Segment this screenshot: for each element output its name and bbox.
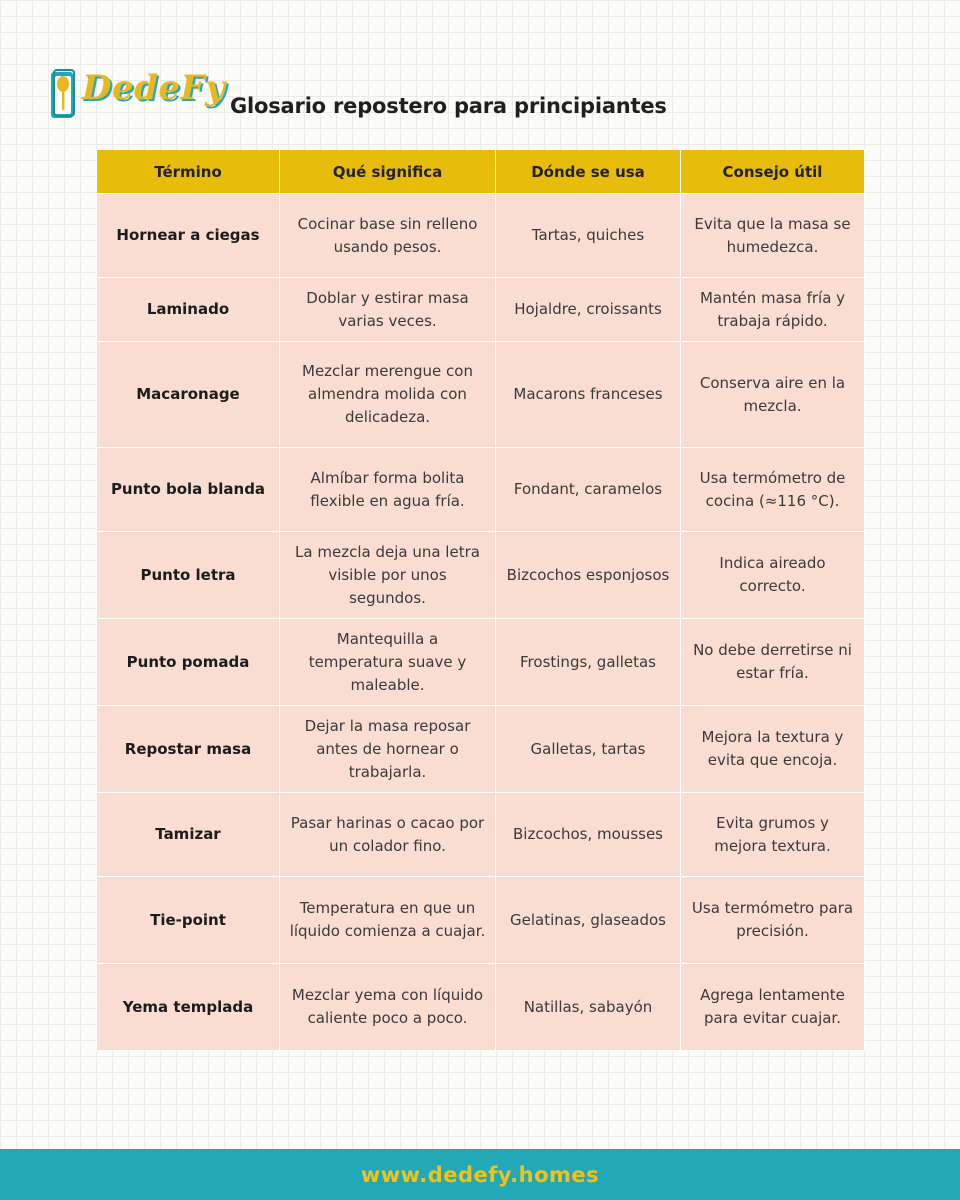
table-row [97, 964, 865, 1051]
footer-bar [0, 1149, 960, 1200]
tip-cell: Evita grumos y mejora textura. [681, 793, 865, 877]
table-row [97, 194, 865, 278]
term-cell: Punto letra [97, 532, 280, 619]
usage-cell: Galletas, tartas [496, 706, 681, 793]
usage-cell: Macarons franceses [496, 342, 681, 448]
meaning-cell: Mantequilla a temperatura suave y maleable. [280, 619, 496, 706]
table-row [97, 278, 865, 342]
usage-cell: Bizcochos esponjosos [496, 532, 681, 619]
meaning-cell: Temperatura en que un líquido comienza a cuajar. [280, 877, 496, 964]
table-row [97, 793, 865, 877]
website-link[interactable]: www.dedefy.homes [360, 1162, 600, 1187]
tip-cell: Usa termómetro para precisión. [681, 877, 865, 964]
header-usage: Dónde se usa [496, 150, 681, 194]
table-row [97, 706, 865, 793]
term-cell: Punto pomada [97, 619, 280, 706]
usage-cell: Bizcochos, mousses [496, 793, 681, 877]
brand-logo [44, 62, 226, 132]
term-cell: Repostar masa [97, 706, 280, 793]
table-row [97, 877, 865, 964]
term-cell: Yema templada [97, 964, 280, 1051]
term-cell: Hornear a ciegas [97, 194, 280, 278]
meaning-cell: Almíbar forma bolita flexible en agua fría. [280, 448, 496, 532]
usage-cell: Hojaldre, croissants [496, 278, 681, 342]
tip-cell: Evita que la masa se humedezca. [681, 194, 865, 278]
header-term: Término [97, 150, 280, 194]
meaning-cell: Cocinar base sin relleno usando pesos. [280, 194, 496, 278]
header-meaning: Qué significa [280, 150, 496, 194]
usage-cell: Natillas, sabayón [496, 964, 681, 1051]
meaning-cell: Mezclar yema con líquido caliente poco a poco. [280, 964, 496, 1051]
term-cell: Tie-point [97, 877, 280, 964]
usage-cell: Gelatinas, glaseados [496, 877, 681, 964]
table-row [97, 619, 865, 706]
term-cell: Tamizar [97, 793, 280, 877]
tip-cell: Conserva aire en la mezcla. [681, 342, 865, 448]
tip-cell: Mejora la textura y evita que encoja. [681, 706, 865, 793]
header-tip: Consejo útil [681, 150, 865, 194]
usage-cell: Tartas, quiches [496, 194, 681, 278]
glossary-table [96, 149, 865, 1051]
table-row [97, 342, 865, 448]
tip-cell: Agrega lentamente para evitar cuajar. [681, 964, 865, 1051]
page-title: Glosario repostero para principiantes [230, 94, 667, 118]
tip-cell: Mantén masa fría y trabaja rápido. [681, 278, 865, 342]
tip-cell: Indica aireado correcto. [681, 532, 865, 619]
table-row [97, 448, 865, 532]
table-header-row [97, 150, 865, 194]
term-cell: Punto bola blanda [97, 448, 280, 532]
usage-cell: Fondant, caramelos [496, 448, 681, 532]
meaning-cell: Doblar y estirar masa varias veces. [280, 278, 496, 342]
cookbook-whisk-icon [48, 66, 78, 122]
brand-name: DedeFy [82, 68, 226, 108]
tip-cell: Usa termómetro de cocina (≈116 °C). [681, 448, 865, 532]
meaning-cell: La mezcla deja una letra visible por unos segundos. [280, 532, 496, 619]
term-cell: Macaronage [97, 342, 280, 448]
meaning-cell: Mezclar merengue con almendra molida con delicadeza. [280, 342, 496, 448]
usage-cell: Frostings, galletas [496, 619, 681, 706]
tip-cell: No debe derretirse ni estar fría. [681, 619, 865, 706]
meaning-cell: Pasar harinas o cacao por un colador fino. [280, 793, 496, 877]
meaning-cell: Dejar la masa reposar antes de hornear o trabajarla. [280, 706, 496, 793]
term-cell: Laminado [97, 278, 280, 342]
table-row [97, 532, 865, 619]
